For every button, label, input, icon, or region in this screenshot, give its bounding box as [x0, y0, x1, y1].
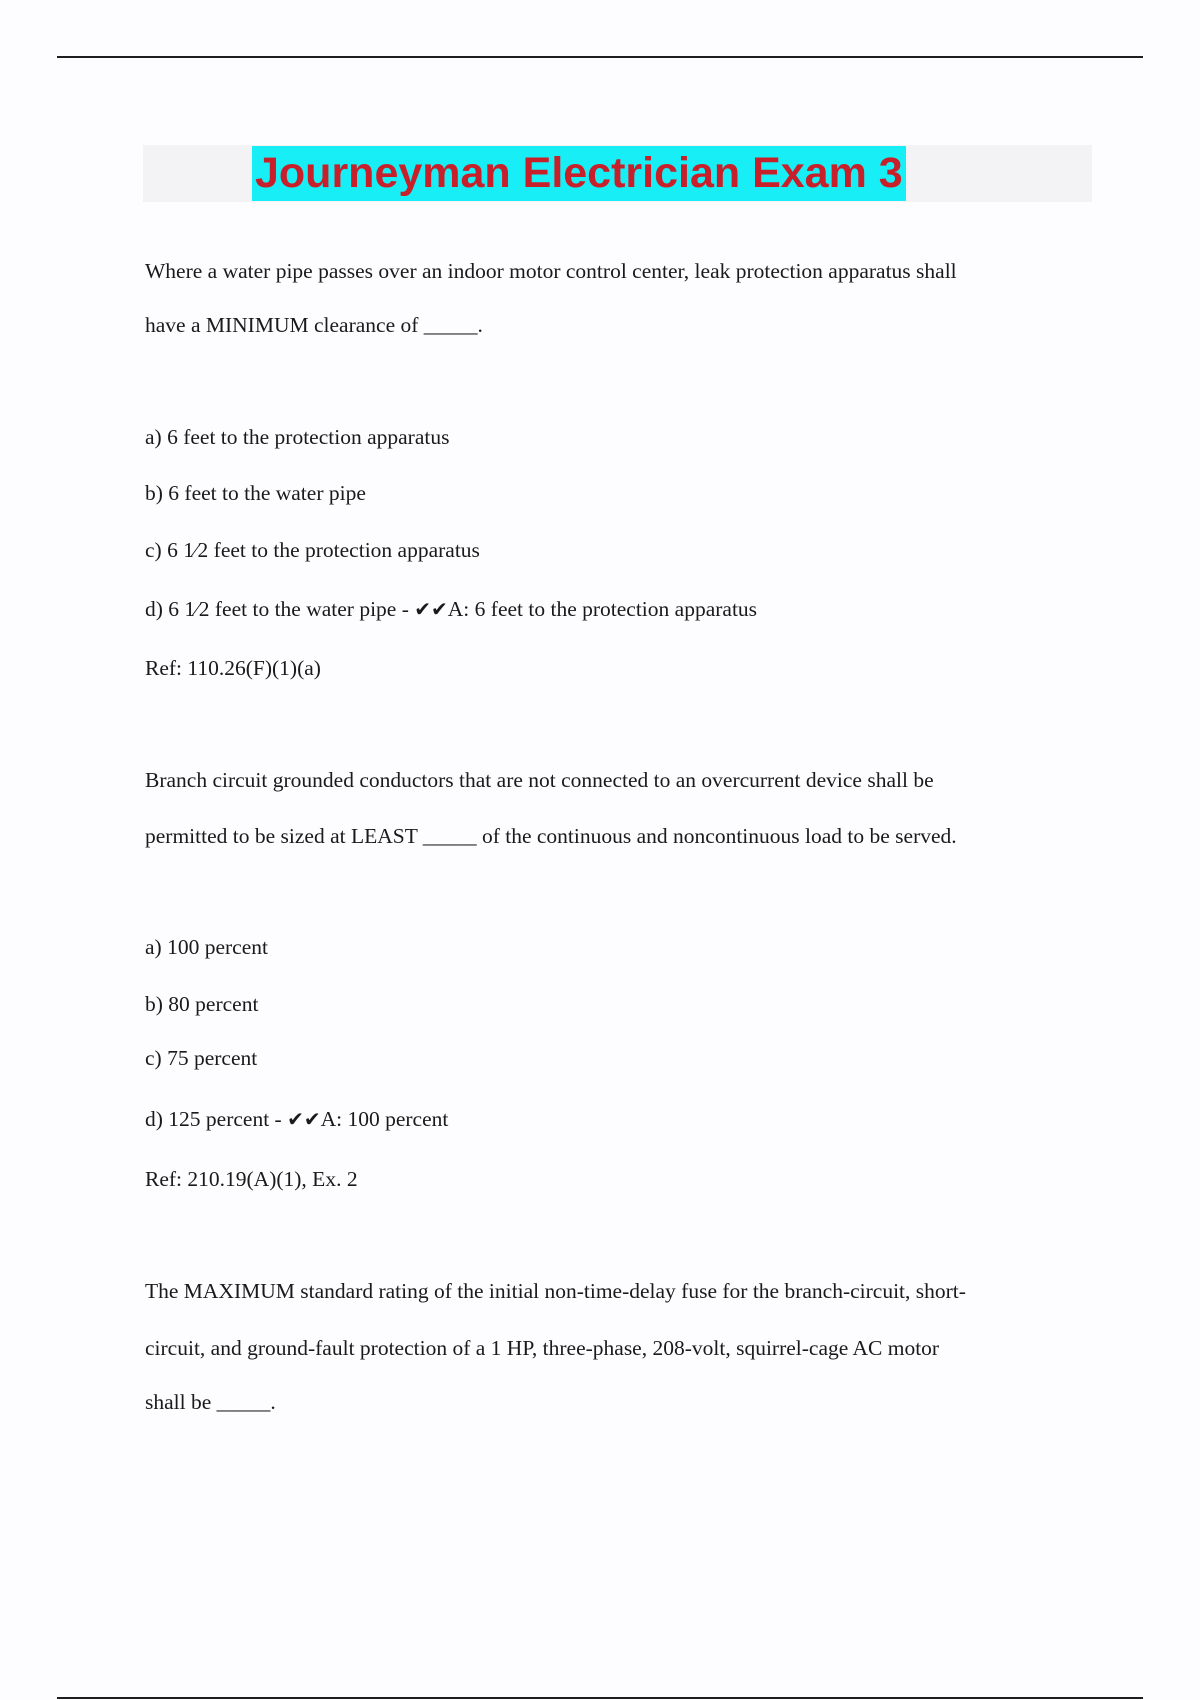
- question-2-option-b: b) 80 percent: [145, 992, 259, 1016]
- question-2-option-a: a) 100 percent: [145, 935, 268, 959]
- question-1-reference: Ref: 110.26(F)(1)(a): [145, 656, 321, 680]
- question-1-answer: A: 6 feet to the protection apparatus: [447, 597, 758, 621]
- question-1-option-c: c) 6 1⁄2 feet to the protection apparatus: [145, 538, 480, 562]
- question-3-line-1: The MAXIMUM standard rating of the initial non-time-delay fuse for the branch-circuit, short-: [145, 1279, 966, 1303]
- question-1-line-1: Where a water pipe passes over an indoor motor control center, leak protection apparatus shall: [145, 259, 957, 283]
- question-1-option-a: a) 6 feet to the protection apparatus: [145, 425, 450, 449]
- question-2-answer-line: [145, 1105, 448, 1133]
- question-1-answer-line: [145, 595, 757, 623]
- question-2-answer: A: 100 percent: [320, 1107, 449, 1131]
- checkmark-icon: ✔✔: [414, 597, 448, 621]
- question-2-option-d: d) 125 percent -: [145, 1107, 288, 1131]
- question-2-line-1: Branch circuit grounded conductors that are not connected to an overcurrent device shall be: [145, 768, 934, 792]
- question-3-line-3: shall be _____.: [145, 1390, 276, 1414]
- document-title: Journeyman Electrician Exam 3: [252, 146, 906, 201]
- question-1-option-d: d) 6 1⁄2 feet to the water pipe -: [145, 597, 415, 621]
- top-rule: [57, 56, 1143, 58]
- question-2-reference: Ref: 210.19(A)(1), Ex. 2: [145, 1167, 358, 1191]
- question-2-option-c: c) 75 percent: [145, 1046, 258, 1070]
- question-1-line-2: have a MINIMUM clearance of _____.: [145, 313, 483, 337]
- question-3-line-2: circuit, and ground-fault protection of a 1 HP, three-phase, 208-volt, squirrel-cage AC motor: [145, 1336, 940, 1360]
- question-1-option-b: b) 6 feet to the water pipe: [145, 481, 366, 505]
- bottom-rule: [57, 1697, 1143, 1699]
- question-2-line-2: permitted to be sized at LEAST _____ of the continuous and noncontinuous load to be served.: [145, 824, 957, 848]
- checkmark-icon: ✔✔: [287, 1107, 321, 1131]
